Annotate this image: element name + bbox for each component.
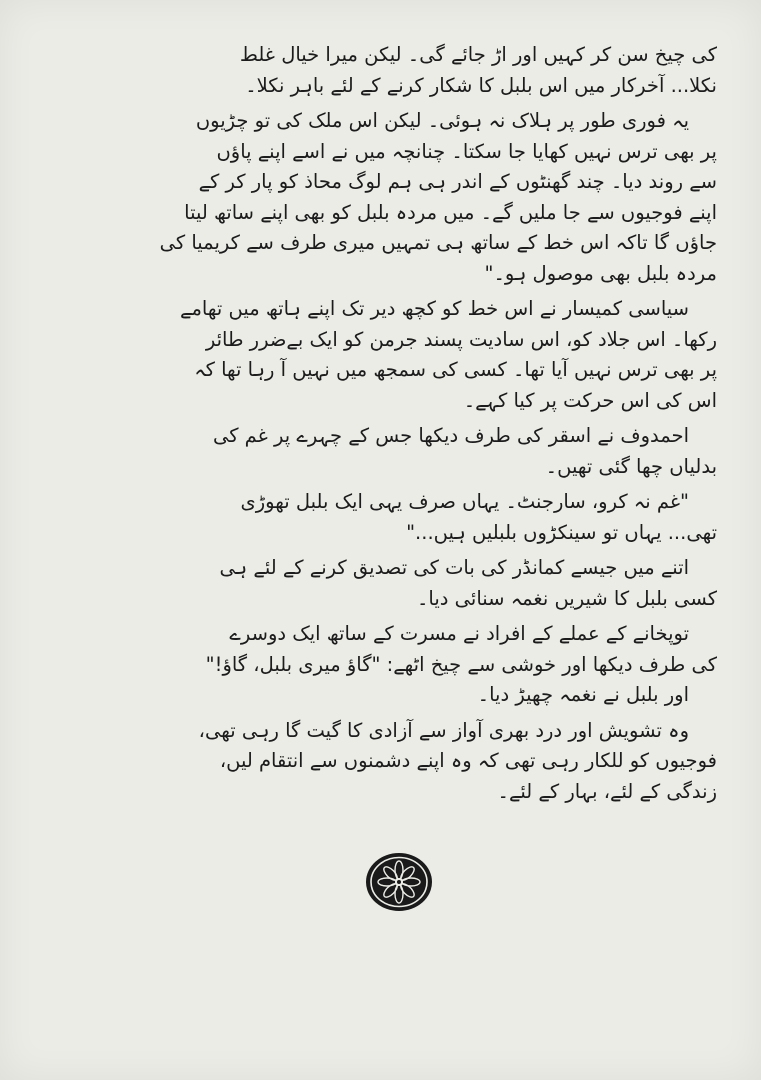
text-line: اتنے میں جیسے کمانڈر کی بات کی تصدیق کرنے کے لئے ہی (219, 556, 689, 579)
paragraph-7 (48, 619, 717, 711)
paragraph-3 (48, 294, 717, 416)
text-line: "غم نہ کرو، سارجنٹ۔ یہاں صرف یہی ایک بلبل تھوڑی (240, 490, 689, 513)
text-line: سیاسی کمیسار نے اس خط کو کچھ دیر تک اپنے ہاتھ میں تھامے (180, 297, 689, 320)
rosette-ornament-icon (364, 851, 434, 913)
text-line: جاؤں گا تاکہ اس خط کے ساتھ ہی تمہیں میری طرف سے کریمیا کی (159, 231, 717, 254)
text-line: توپخانے کے عملے کے افراد نے مسرت کے ساتھ ایک دوسرے (229, 622, 689, 645)
text-line: نکلا... آخرکار میں اس بلبل کا شکار کرنے کے لئے باہر نکلا۔ (245, 73, 717, 97)
paragraph-6 (48, 553, 717, 614)
paragraph-2 (48, 106, 717, 289)
text-line: زندگی کے لئے، بہار کے لئے۔ (497, 779, 717, 803)
text-line: پر بھی ترس نہیں آیا تھا۔ کسی کی سمجھ میں نہیں آ رہا تھا کہ (194, 358, 717, 381)
text-line: پر بھی ترس نہیں کھایا جا سکتا۔ چنانچہ میں نے اسے اپنے پاؤں (216, 139, 717, 163)
text-line: کی چیخ سن کر کہیں اور اڑ جائے گی۔ لیکن میرا خیال غلط (239, 43, 717, 66)
text-line: احمدوف نے اسقر کی طرف دیکھا جس کے چہرے پر غم کی (212, 424, 689, 447)
text-line: تھی... یہاں تو سینکڑوں بلبلیں ہیں..." (406, 520, 717, 544)
paragraph-1 (48, 40, 717, 101)
text-line: وہ تشویش اور درد بھری آواز سے آزادی کا گیت گا رہی تھی، (198, 718, 689, 742)
text-line: یہ فوری طور پر ہلاک نہ ہوئی۔ لیکن اس ملک کی تو چڑیوں (195, 109, 689, 132)
text-line: کی طرف دیکھا اور خوشی سے چیخ اٹھے: "گاؤ میری بلبل، گاؤ!" (205, 652, 717, 676)
text-line: مردہ بلبل بھی موصول ہو۔" (484, 261, 717, 285)
paragraph-8 (48, 716, 717, 808)
text-line: اور بلبل نے نغمہ چھیڑ دیا۔ (477, 683, 689, 706)
text-line: سے روند دیا۔ چند گھنٹوں کے اندر ہی ہم لوگ محاذ کو پار کر کے (198, 170, 717, 193)
text-line: اپنے فوجیوں سے جا ملیں گے۔ میں مردہ بلبل کو بھی اپنے ساتھ لیتا (184, 200, 717, 224)
urdu-text-body (48, 40, 717, 807)
paragraph-4 (48, 421, 717, 482)
paragraph-5 (48, 487, 717, 548)
text-line: اس کی اس حرکت پر کیا کہے۔ (463, 388, 717, 412)
text-line: کسی بلبل کا شیریں نغمہ سنائی دیا۔ (417, 586, 717, 610)
text-line: بدلیاں چھا گئی تھیں۔ (545, 454, 717, 478)
text-line: رکھا۔ اس جلاد کو، اس سادیت پسند جرمن کو ایک بےضرر طائر (205, 327, 717, 351)
text-line: فوجیوں کو للکار رہی تھی کہ وہ اپنے دشمنوں سے انتقام لیں، (219, 749, 717, 772)
